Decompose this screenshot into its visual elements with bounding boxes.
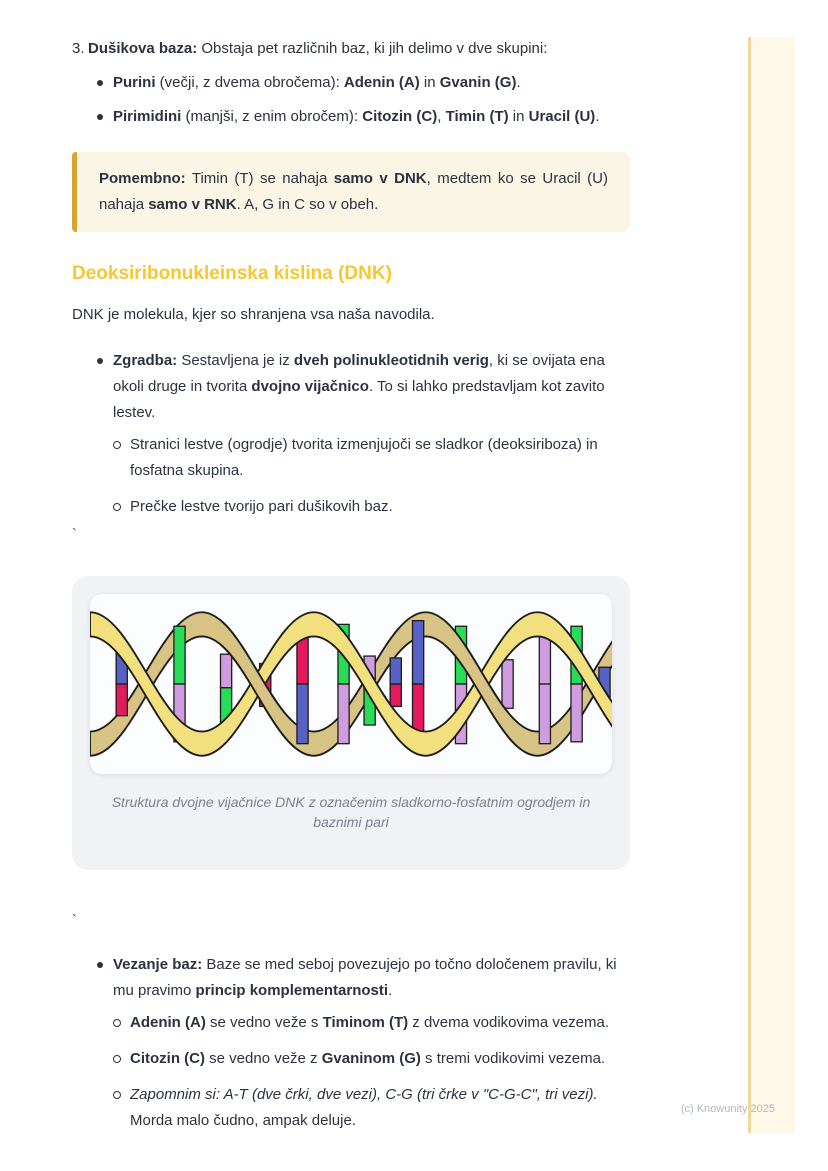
base-pair-bar (413, 621, 424, 742)
circle-bullet-icon (113, 1055, 121, 1063)
zgradba-list (72, 348, 630, 520)
list-item-text: Citozin (C) se vedno veže z Gvaninom (G) s tremi vodikovimi vezema. (130, 1050, 606, 1068)
list-item-text: Prečke lestve tvorijo pari dušikovih baz. (130, 498, 393, 515)
list-item-precke (72, 494, 630, 520)
important-callout (72, 152, 630, 232)
list-item-adenin (72, 1010, 630, 1036)
circle-bullet-icon (113, 1019, 121, 1027)
vezanje-list (72, 952, 630, 1134)
list-item-pirimidini (72, 104, 630, 130)
bullet-icon (97, 358, 103, 364)
base-pair-bar (502, 660, 513, 708)
list-item-text: Zapomnim si: A-T (dve črki, dve vezi), C-G (tri črke v "C-G-C", tri vezi). Morda malo čudno, ampak deluje. (130, 1086, 598, 1130)
content-column (72, 36, 630, 1134)
base-pair-bar (539, 623, 550, 744)
side-accent-strip (748, 37, 795, 1133)
intro-paragraph: DNK je molekula, kjer so shranjena vsa naša navodila. (72, 306, 435, 323)
list-number: 3. (72, 40, 85, 57)
figure-card (72, 576, 630, 870)
list-item-text: Adenin (A) se vedno veže s Timinom (T) z dvema vodikovima vezema. (130, 1014, 610, 1032)
figure-image-frame (90, 594, 612, 774)
section-heading-dnk: Deoksiribonukleinska kislina (DNK) (72, 263, 392, 284)
numbered-item-text: Dušikova baza: Obstaja pet različnih baz, ki jih delimo v dve skupini: (88, 40, 548, 57)
list-item-zapomnim (72, 1082, 630, 1134)
circle-bullet-icon (113, 1091, 121, 1099)
callout-text: Pomembno: Timin (T) se nahaja samo v DNK, medtem ko se Uracil (U) nahaja samo v RNK. A, G in C so v obeh. (99, 170, 609, 213)
list-item-text: Pirimidini (manjši, z enim obročem): Citozin (C), Timin (T) in Uracil (U). (113, 108, 600, 125)
list-item-text: Purini (večji, z dvema obročema): Adenin (A) in Gvanin (G). (113, 74, 521, 91)
bullet-icon (97, 80, 103, 86)
list-item-stranici (72, 432, 630, 484)
list-item-text: Stranici lestve (ogrodje) tvorita izmenjujoči se sladkor (deoksiriboza) in fosfatna skupina. (130, 436, 598, 479)
watermark: (c) Knowunity 2025 (680, 1103, 775, 1115)
list-item-text: Vezanje baz: Baze se med seboj povezujejo po točno določenem pravilu, ki mu pravimo princip komplementarnosti. (113, 956, 617, 1000)
list-item-text: Zgradba: Sestavljena je iz dveh polinukleotidnih verig, ki se ovijata ena okoli druge in tvorita dvojno vijačnico. To si lahko predstavljam kot zavito lestev. (113, 352, 605, 421)
base-pair-bar (390, 658, 401, 706)
stray-backtick: ` (72, 912, 77, 930)
figure-caption: Struktura dvojne vijačnice DNK z označenim sladkorno-fosfatnim ogrodjem in baznimi pari (111, 794, 591, 831)
bullet-icon (97, 114, 103, 120)
circle-bullet-icon (113, 441, 121, 449)
dna-double-helix-illustration (90, 602, 612, 766)
numbered-item-3 (72, 36, 630, 62)
circle-bullet-icon (113, 503, 121, 511)
bullet-icon (97, 962, 103, 968)
stray-backtick: ` (72, 526, 77, 543)
list-item-purini (72, 70, 630, 96)
list-item-vezanje (72, 952, 630, 1004)
list-item-citozin (72, 1046, 630, 1072)
list-item-zgradba (72, 348, 630, 426)
